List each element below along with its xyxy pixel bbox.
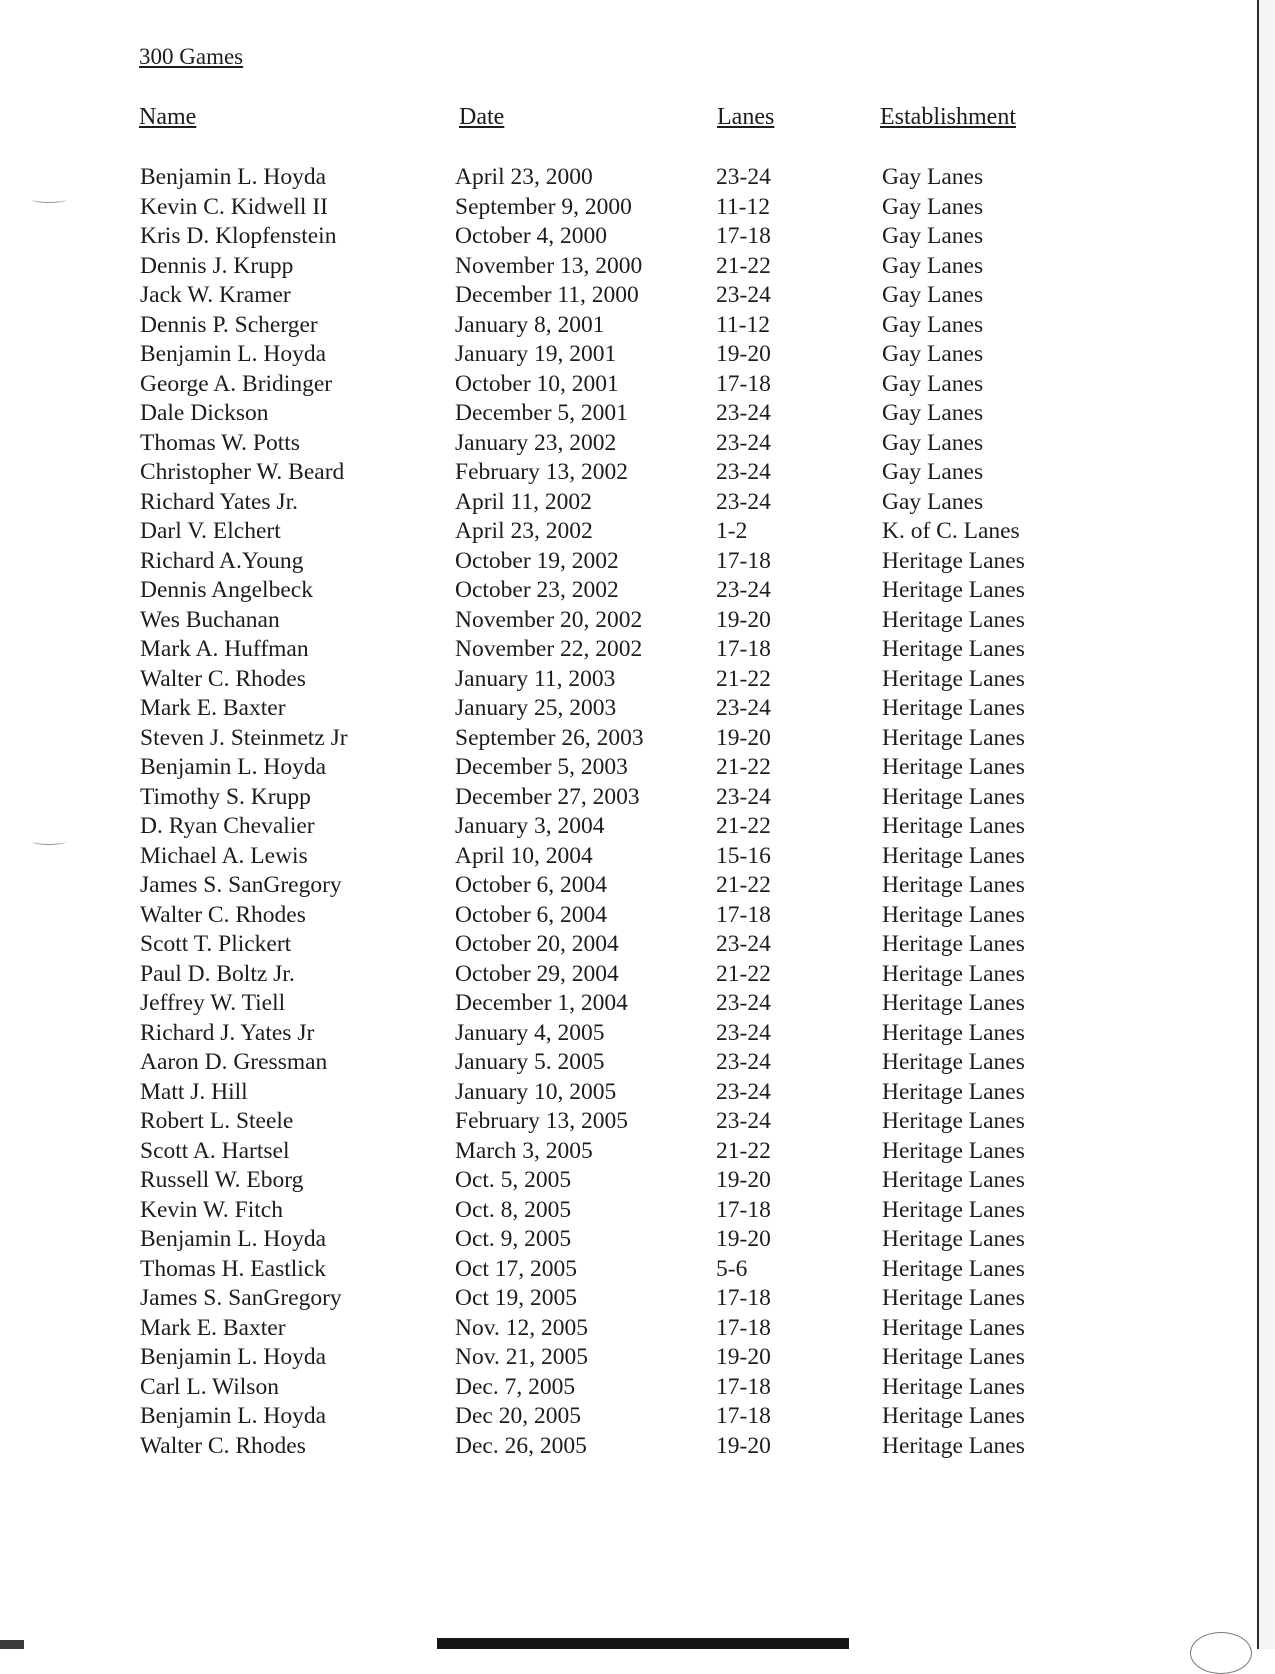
table-row <box>0 753 1275 783</box>
cell-lanes: 17-18 <box>716 547 771 574</box>
cell-name: Wes Buchanan <box>140 606 280 633</box>
cell-establishment: Heritage Lanes <box>882 1078 1025 1105</box>
cell-establishment: Gay Lanes <box>882 252 984 279</box>
cell-name: Walter C. Rhodes <box>140 1432 306 1459</box>
cell-date: January 3, 2004 <box>455 813 605 839</box>
cell-establishment: Heritage Lanes <box>882 1344 1025 1370</box>
table-row <box>0 281 1275 311</box>
table-row <box>0 547 1275 577</box>
cell-date: November 13, 2000 <box>455 252 643 279</box>
table-row <box>0 1314 1275 1344</box>
games-table <box>0 163 1275 1461</box>
cell-name: Mark A. Huffman <box>140 636 309 662</box>
cell-name: Richard Yates Jr. <box>140 488 298 515</box>
scan-corner-arc <box>1190 1632 1252 1674</box>
cell-date: Oct 19, 2005 <box>455 1285 578 1311</box>
cell-date: November 20, 2002 <box>455 606 643 633</box>
cell-establishment: Gay Lanes <box>882 164 984 190</box>
cell-establishment: Heritage Lanes <box>882 1285 1025 1311</box>
cell-date: October 20, 2004 <box>455 931 619 957</box>
cell-name: James S. SanGregory <box>140 1285 342 1311</box>
cell-name: Thomas W. Potts <box>140 429 300 456</box>
cell-establishment: Heritage Lanes <box>882 606 1025 633</box>
table-row <box>0 1048 1275 1078</box>
cell-lanes: 21-22 <box>716 665 771 692</box>
cell-lanes: 23-24 <box>716 429 771 456</box>
cell-lanes: 23-24 <box>716 577 771 603</box>
cell-establishment: Heritage Lanes <box>882 1226 1025 1252</box>
cell-date: April 10, 2004 <box>455 842 593 869</box>
cell-date: Dec. 26, 2005 <box>455 1432 587 1459</box>
cell-name: Kevin W. Fitch <box>140 1196 283 1223</box>
cell-name: Scott T. Plickert <box>140 931 292 957</box>
cell-name: D. Ryan Chevalier <box>140 813 315 839</box>
cell-date: Nov. 12, 2005 <box>455 1314 588 1341</box>
cell-lanes: 17-18 <box>716 1403 771 1429</box>
cell-date: December 5, 2001 <box>455 400 628 426</box>
cell-name: Richard A.Young <box>140 547 304 574</box>
table-row <box>0 901 1275 931</box>
cell-date: October 10, 2001 <box>455 370 619 397</box>
cell-establishment: Heritage Lanes <box>882 547 1025 574</box>
cell-name: George A. Bridinger <box>140 370 333 397</box>
header-lanes: Lanes <box>717 104 775 130</box>
cell-date: September 26, 2003 <box>455 724 644 751</box>
cell-establishment: Heritage Lanes <box>882 695 1025 721</box>
cell-lanes: 11-12 <box>716 193 770 220</box>
cell-name: Walter C. Rhodes <box>140 665 306 692</box>
table-row <box>0 1166 1275 1196</box>
cell-lanes: 19-20 <box>716 1344 771 1370</box>
cell-lanes: 21-22 <box>716 252 771 279</box>
cell-date: January 19, 2001 <box>455 341 617 367</box>
cell-name: Benjamin L. Hoyda <box>140 341 327 367</box>
cell-date: March 3, 2005 <box>455 1137 593 1164</box>
cell-establishment: Heritage Lanes <box>882 665 1025 692</box>
table-row <box>0 222 1275 252</box>
cell-name: Benjamin L. Hoyda <box>140 1344 327 1370</box>
cell-establishment: Heritage Lanes <box>882 1373 1025 1400</box>
cell-lanes: 19-20 <box>716 1167 771 1193</box>
table-row <box>0 399 1275 429</box>
cell-name: Christopher W. Beard <box>140 459 345 485</box>
cell-establishment: Gay Lanes <box>882 341 984 367</box>
table-row <box>0 1196 1275 1226</box>
cell-lanes: 23-24 <box>716 783 771 810</box>
cell-name: James S. SanGregory <box>140 872 342 898</box>
cell-date: January 4, 2005 <box>455 1019 605 1046</box>
cell-lanes: 23-24 <box>716 459 771 485</box>
cell-establishment: Heritage Lanes <box>882 1137 1025 1164</box>
table-row <box>0 163 1275 193</box>
cell-establishment: Heritage Lanes <box>882 1049 1025 1075</box>
cell-establishment: Heritage Lanes <box>882 1108 1025 1134</box>
cell-date: Oct. 9, 2005 <box>455 1226 572 1252</box>
cell-name: Thomas H. Eastlick <box>140 1255 327 1282</box>
cell-name: Kris D. Klopfenstein <box>140 223 337 249</box>
table-row <box>0 606 1275 636</box>
cell-name: Darl V. Elchert <box>140 518 281 544</box>
cell-date: April 23, 2002 <box>455 518 593 544</box>
cell-lanes: 17-18 <box>716 1196 771 1223</box>
cell-name: Dennis J. Krupp <box>140 252 294 279</box>
cell-lanes: 21-22 <box>716 872 771 898</box>
cell-name: Aaron D. Gressman <box>140 1049 328 1075</box>
table-row <box>0 871 1275 901</box>
cell-name: Michael A. Lewis <box>140 842 308 869</box>
cell-lanes: 17-18 <box>716 1314 771 1341</box>
cell-name: Russell W. Eborg <box>140 1167 304 1193</box>
cell-name: Benjamin L. Hoyda <box>140 1403 327 1429</box>
header-establishment: Establishment <box>880 104 1016 130</box>
cell-name: Paul D. Boltz Jr. <box>140 960 295 987</box>
table-row <box>0 842 1275 872</box>
cell-establishment: Gay Lanes <box>882 488 984 515</box>
table-row <box>0 724 1275 754</box>
table-row <box>0 783 1275 813</box>
cell-establishment: Heritage Lanes <box>882 842 1025 869</box>
cell-date: Oct 17, 2005 <box>455 1255 578 1282</box>
table-row <box>0 694 1275 724</box>
table-row <box>0 1255 1275 1285</box>
table-row <box>0 960 1275 990</box>
cell-date: April 23, 2000 <box>455 164 593 190</box>
table-row <box>0 665 1275 695</box>
table-row <box>0 635 1275 665</box>
cell-lanes: 15-16 <box>716 842 771 869</box>
cell-name: Richard J. Yates Jr <box>140 1019 315 1046</box>
cell-lanes: 23-24 <box>716 931 771 957</box>
cell-establishment: Heritage Lanes <box>882 577 1025 603</box>
cell-lanes: 23-24 <box>716 990 771 1016</box>
cell-name: Steven J. Steinmetz Jr <box>140 724 348 751</box>
cell-date: October 23, 2002 <box>455 577 619 603</box>
cell-name: Benjamin L. Hoyda <box>140 1226 327 1252</box>
table-row <box>0 311 1275 341</box>
cell-date: January 23, 2002 <box>455 429 617 456</box>
cell-date: December 1, 2004 <box>455 990 628 1016</box>
cell-establishment: Heritage Lanes <box>882 636 1025 662</box>
cell-lanes: 19-20 <box>716 606 771 633</box>
cell-name: Mark E. Baxter <box>140 1314 286 1341</box>
cell-date: October 19, 2002 <box>455 547 619 574</box>
cell-establishment: Gay Lanes <box>882 400 984 426</box>
cell-lanes: 23-24 <box>716 400 771 426</box>
cell-establishment: Heritage Lanes <box>882 1314 1025 1341</box>
cell-lanes: 21-22 <box>716 960 771 987</box>
cell-name: Benjamin L. Hoyda <box>140 754 327 780</box>
cell-lanes: 17-18 <box>716 370 771 397</box>
cell-lanes: 23-24 <box>716 1108 771 1134</box>
cell-establishment: Heritage Lanes <box>882 1255 1025 1282</box>
cell-lanes: 5-6 <box>716 1255 748 1282</box>
cell-name: Dale Dickson <box>140 400 269 426</box>
table-row <box>0 1432 1275 1462</box>
cell-establishment: Heritage Lanes <box>882 960 1025 987</box>
cell-name: Timothy S. Krupp <box>140 783 311 810</box>
cell-date: January 10, 2005 <box>455 1078 617 1105</box>
cell-establishment: Heritage Lanes <box>882 754 1025 780</box>
cell-date: Nov. 21, 2005 <box>455 1344 588 1370</box>
table-header <box>0 104 1275 136</box>
cell-lanes: 23-24 <box>716 164 771 190</box>
cell-establishment: Heritage Lanes <box>882 1196 1025 1223</box>
cell-establishment: Gay Lanes <box>882 370 984 397</box>
table-row <box>0 429 1275 459</box>
cell-date: Oct. 5, 2005 <box>455 1167 572 1193</box>
cell-establishment: Heritage Lanes <box>882 1403 1025 1429</box>
table-row <box>0 576 1275 606</box>
cell-establishment: Heritage Lanes <box>882 931 1025 957</box>
table-row <box>0 930 1275 960</box>
cell-establishment: Gay Lanes <box>882 223 984 249</box>
table-row <box>0 458 1275 488</box>
cell-date: October 6, 2004 <box>455 901 608 928</box>
cell-lanes: 11-12 <box>716 311 770 338</box>
cell-name: Benjamin L. Hoyda <box>140 164 327 190</box>
cell-lanes: 23-24 <box>716 282 771 308</box>
table-row <box>0 252 1275 282</box>
cell-lanes: 17-18 <box>716 901 771 928</box>
cell-establishment: K. of C. Lanes <box>882 518 1020 544</box>
cell-lanes: 19-20 <box>716 724 771 751</box>
table-row <box>0 1078 1275 1108</box>
cell-name: Dennis Angelbeck <box>140 577 313 603</box>
cell-name: Mark E. Baxter <box>140 695 286 721</box>
cell-name: Matt J. Hill <box>140 1078 248 1105</box>
table-row <box>0 1343 1275 1373</box>
table-row <box>0 989 1275 1019</box>
cell-lanes: 17-18 <box>716 1285 771 1311</box>
cell-date: September 9, 2000 <box>455 193 632 220</box>
cell-date: December 11, 2000 <box>455 282 639 308</box>
cell-lanes: 19-20 <box>716 1226 771 1252</box>
cell-establishment: Heritage Lanes <box>882 901 1025 928</box>
table-row <box>0 1402 1275 1432</box>
cell-establishment: Gay Lanes <box>882 311 984 338</box>
cell-lanes: 17-18 <box>716 1373 771 1400</box>
table-row <box>0 517 1275 547</box>
cell-lanes: 17-18 <box>716 636 771 662</box>
cell-establishment: Heritage Lanes <box>882 1019 1025 1046</box>
cell-date: January 25, 2003 <box>455 695 617 721</box>
cell-establishment: Heritage Lanes <box>882 872 1025 898</box>
scan-corner-mark <box>0 1640 24 1649</box>
cell-lanes: 19-20 <box>716 1432 771 1459</box>
header-name: Name <box>139 104 197 130</box>
cell-establishment: Heritage Lanes <box>882 724 1025 751</box>
cell-lanes: 23-24 <box>716 695 771 721</box>
cell-lanes: 17-18 <box>716 223 771 249</box>
table-row <box>0 1019 1275 1049</box>
cell-establishment: Gay Lanes <box>882 459 984 485</box>
cell-date: April 11, 2002 <box>455 488 592 515</box>
table-row <box>0 1225 1275 1255</box>
table-row <box>0 1137 1275 1167</box>
cell-date: January 11, 2003 <box>455 665 616 692</box>
cell-establishment: Gay Lanes <box>882 429 984 456</box>
cell-name: Dennis P. Scherger <box>140 311 318 338</box>
cell-establishment: Heritage Lanes <box>882 990 1025 1016</box>
scan-bottom-bar <box>437 1638 849 1649</box>
cell-lanes: 21-22 <box>716 1137 771 1164</box>
cell-establishment: Gay Lanes <box>882 193 984 220</box>
cell-lanes: 23-24 <box>716 1049 771 1075</box>
cell-date: December 5, 2003 <box>455 754 628 780</box>
cell-date: October 6, 2004 <box>455 872 608 898</box>
table-row <box>0 488 1275 518</box>
table-row <box>0 1284 1275 1314</box>
cell-date: Oct. 8, 2005 <box>455 1196 572 1223</box>
cell-date: Dec. 7, 2005 <box>455 1373 576 1400</box>
cell-date: January 8, 2001 <box>455 311 605 338</box>
cell-lanes: 1-2 <box>716 518 748 544</box>
cell-lanes: 23-24 <box>716 1078 771 1105</box>
cell-name: Robert L. Steele <box>140 1108 294 1134</box>
cell-establishment: Heritage Lanes <box>882 1167 1025 1193</box>
cell-establishment: Heritage Lanes <box>882 1432 1025 1459</box>
cell-date: November 22, 2002 <box>455 636 643 662</box>
cell-name: Kevin C. Kidwell II <box>140 193 328 220</box>
cell-lanes: 21-22 <box>716 754 771 780</box>
cell-name: Jack W. Kramer <box>140 282 291 308</box>
cell-establishment: Gay Lanes <box>882 282 984 308</box>
table-row <box>0 193 1275 223</box>
cell-date: February 13, 2002 <box>455 459 628 485</box>
cell-date: February 13, 2005 <box>455 1108 628 1134</box>
cell-name: Scott A. Hartsel <box>140 1137 290 1164</box>
cell-lanes: 19-20 <box>716 341 771 367</box>
cell-date: December 27, 2003 <box>455 783 640 810</box>
header-date: Date <box>459 104 505 130</box>
cell-name: Jeffrey W. Tiell <box>140 990 286 1016</box>
cell-establishment: Heritage Lanes <box>882 813 1025 839</box>
table-row <box>0 1107 1275 1137</box>
cell-lanes: 23-24 <box>716 488 771 515</box>
table-row <box>0 370 1275 400</box>
cell-establishment: Heritage Lanes <box>882 783 1025 810</box>
page-title: 300 Games <box>139 44 244 69</box>
cell-lanes: 23-24 <box>716 1019 771 1046</box>
cell-name: Walter C. Rhodes <box>140 901 306 928</box>
cell-date: October 29, 2004 <box>455 960 619 987</box>
table-row <box>0 1373 1275 1403</box>
cell-lanes: 21-22 <box>716 813 771 839</box>
table-row <box>0 812 1275 842</box>
cell-date: October 4, 2000 <box>455 223 608 249</box>
cell-date: January 5. 2005 <box>455 1049 605 1075</box>
cell-name: Carl L. Wilson <box>140 1373 279 1400</box>
cell-date: Dec 20, 2005 <box>455 1403 581 1429</box>
table-row <box>0 340 1275 370</box>
